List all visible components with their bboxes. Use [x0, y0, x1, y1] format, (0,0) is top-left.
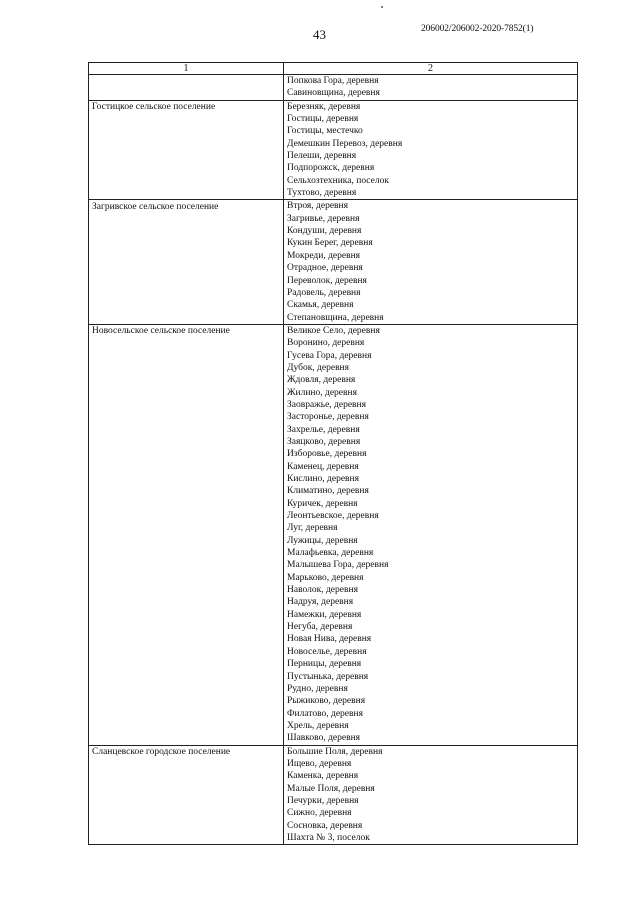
settlement-item: Куричек, деревня	[287, 498, 358, 509]
settlement-item: Загривье, деревня	[287, 213, 360, 224]
settlement-item: Новая Нива, деревня	[287, 634, 372, 645]
settlement-item: Кукин Берег, деревня	[287, 238, 373, 249]
district-name-cell: Гостицкое сельское поселение	[89, 100, 284, 200]
settlement-item: Сижно, деревня	[287, 808, 352, 819]
district-name-cell: Новосельское сельское поселение	[89, 324, 284, 745]
table-row	[89, 200, 578, 324]
settlement-item: Переволок, деревня	[287, 275, 367, 286]
table-row	[89, 745, 578, 845]
settlements-cell	[284, 200, 578, 324]
settlement-item: Захрелье, деревня	[287, 424, 360, 435]
settlement-item: Лужицы, деревня	[287, 535, 358, 546]
settlement-item: Изборовье, деревня	[287, 449, 367, 460]
settlements-cell	[284, 324, 578, 745]
settlement-item: Малафьевка, деревня	[287, 548, 374, 559]
settlement-item: Березняк, деревня	[287, 101, 361, 112]
document-id: 206002/206002-2020-7852(1)	[421, 24, 534, 34]
table-row	[89, 100, 578, 200]
settlement-item: Печурки, деревня	[287, 795, 359, 806]
settlement-item: Жилино, деревня	[287, 387, 357, 398]
settlement-item: Рыжиково, деревня	[287, 696, 366, 707]
settlements-cell	[284, 745, 578, 845]
settlement-item: Великое Село, деревня	[287, 325, 380, 336]
settlement-item: Климатино, деревня	[287, 486, 369, 497]
settlement-item: Пелеши, деревня	[287, 151, 357, 162]
settlement-item: Мокреди, деревня	[287, 250, 361, 261]
settlement-item: Воронино, деревня	[287, 338, 365, 349]
column-header-2: 2	[284, 63, 578, 75]
settlement-item: Леонтьевское, деревня	[287, 511, 379, 522]
settlement-item: Гостицы, деревня	[287, 114, 359, 125]
district-name-cell: Загривское сельское поселение	[89, 200, 284, 324]
settlement-item: Новоселье, деревня	[287, 646, 367, 657]
table-row	[89, 324, 578, 745]
settlement-item: Филатово, деревня	[287, 708, 363, 719]
district-name-cell	[89, 75, 284, 101]
settlement-item: Кондуши, деревня	[287, 226, 362, 237]
settlement-item: Савиновщина, деревня	[287, 88, 380, 99]
settlement-item: Гостицы, местечко	[287, 126, 363, 137]
settlement-item: Хрель, деревня	[287, 720, 349, 731]
scan-dot-mark	[381, 6, 383, 8]
settlement-item: Заовражье, деревня	[287, 399, 366, 410]
settlement-item: Надруя, деревня	[287, 597, 354, 608]
settlement-item: Степановщина, деревня	[287, 312, 384, 323]
table-body	[89, 75, 578, 845]
settlement-item: Каменец, деревня	[287, 461, 359, 472]
settlement-item: Кислино, деревня	[287, 474, 360, 484]
settlement-item: Рудно, деревня	[287, 683, 348, 694]
settlement-item: Каменка, деревня	[287, 771, 359, 782]
settlement-item: Малые Поля, деревня	[287, 783, 375, 794]
settlement-item: Демешкин Перевоз, деревня	[287, 138, 403, 149]
settlement-item: Перницы, деревня	[287, 659, 362, 670]
district-name-cell: Сланцевское городское поселение	[89, 745, 284, 845]
settlement-item: Луг, деревня	[287, 523, 338, 534]
settlement-item: Сосновка, деревня	[287, 820, 363, 831]
settlements-cell	[284, 75, 578, 101]
settlement-item: Заяцково, деревня	[287, 436, 361, 447]
settlement-item: Радовель, деревня	[287, 287, 361, 298]
settlements-table	[88, 62, 578, 845]
settlement-item: Попкова Гора, деревня	[287, 76, 379, 86]
settlement-item: Сельхозтехника, поселок	[287, 175, 389, 186]
table-row	[89, 75, 578, 101]
settlement-item: Дубок, деревня	[287, 362, 350, 373]
page-number: 43	[313, 27, 326, 42]
settlement-item: Малышева Гора, деревня	[287, 560, 389, 571]
settlement-item: Отрадное, деревня	[287, 263, 363, 274]
settlement-item: Намежки, деревня	[287, 609, 362, 620]
settlement-item: Большие Поля, деревня	[287, 746, 383, 757]
settlement-item: Скамья, деревня	[287, 300, 354, 311]
settlement-item: Негуба, деревня	[287, 622, 353, 633]
settlement-item: Засторонье, деревня	[287, 412, 369, 423]
settlement-item: Наволок, деревня	[287, 585, 358, 596]
settlement-item: Втроя, деревня	[287, 201, 348, 212]
settlement-item: Шахта № 3, поселок	[287, 832, 370, 843]
table-header-row	[89, 63, 578, 75]
settlement-item: Пустынька, деревня	[287, 671, 369, 682]
settlement-item: Тухтово, деревня	[287, 188, 357, 199]
settlements-cell	[284, 100, 578, 200]
settlement-item: Марьково, деревня	[287, 572, 364, 583]
settlement-item: Подпорожск, деревня	[287, 163, 375, 174]
column-header-1: 1	[89, 63, 284, 75]
settlement-item: Шавково, деревня	[287, 733, 361, 744]
settlement-item: Ждовля, деревня	[287, 375, 356, 386]
settlement-item: Ищево, деревня	[287, 758, 352, 769]
settlement-item: Гусева Гора, деревня	[287, 350, 372, 361]
